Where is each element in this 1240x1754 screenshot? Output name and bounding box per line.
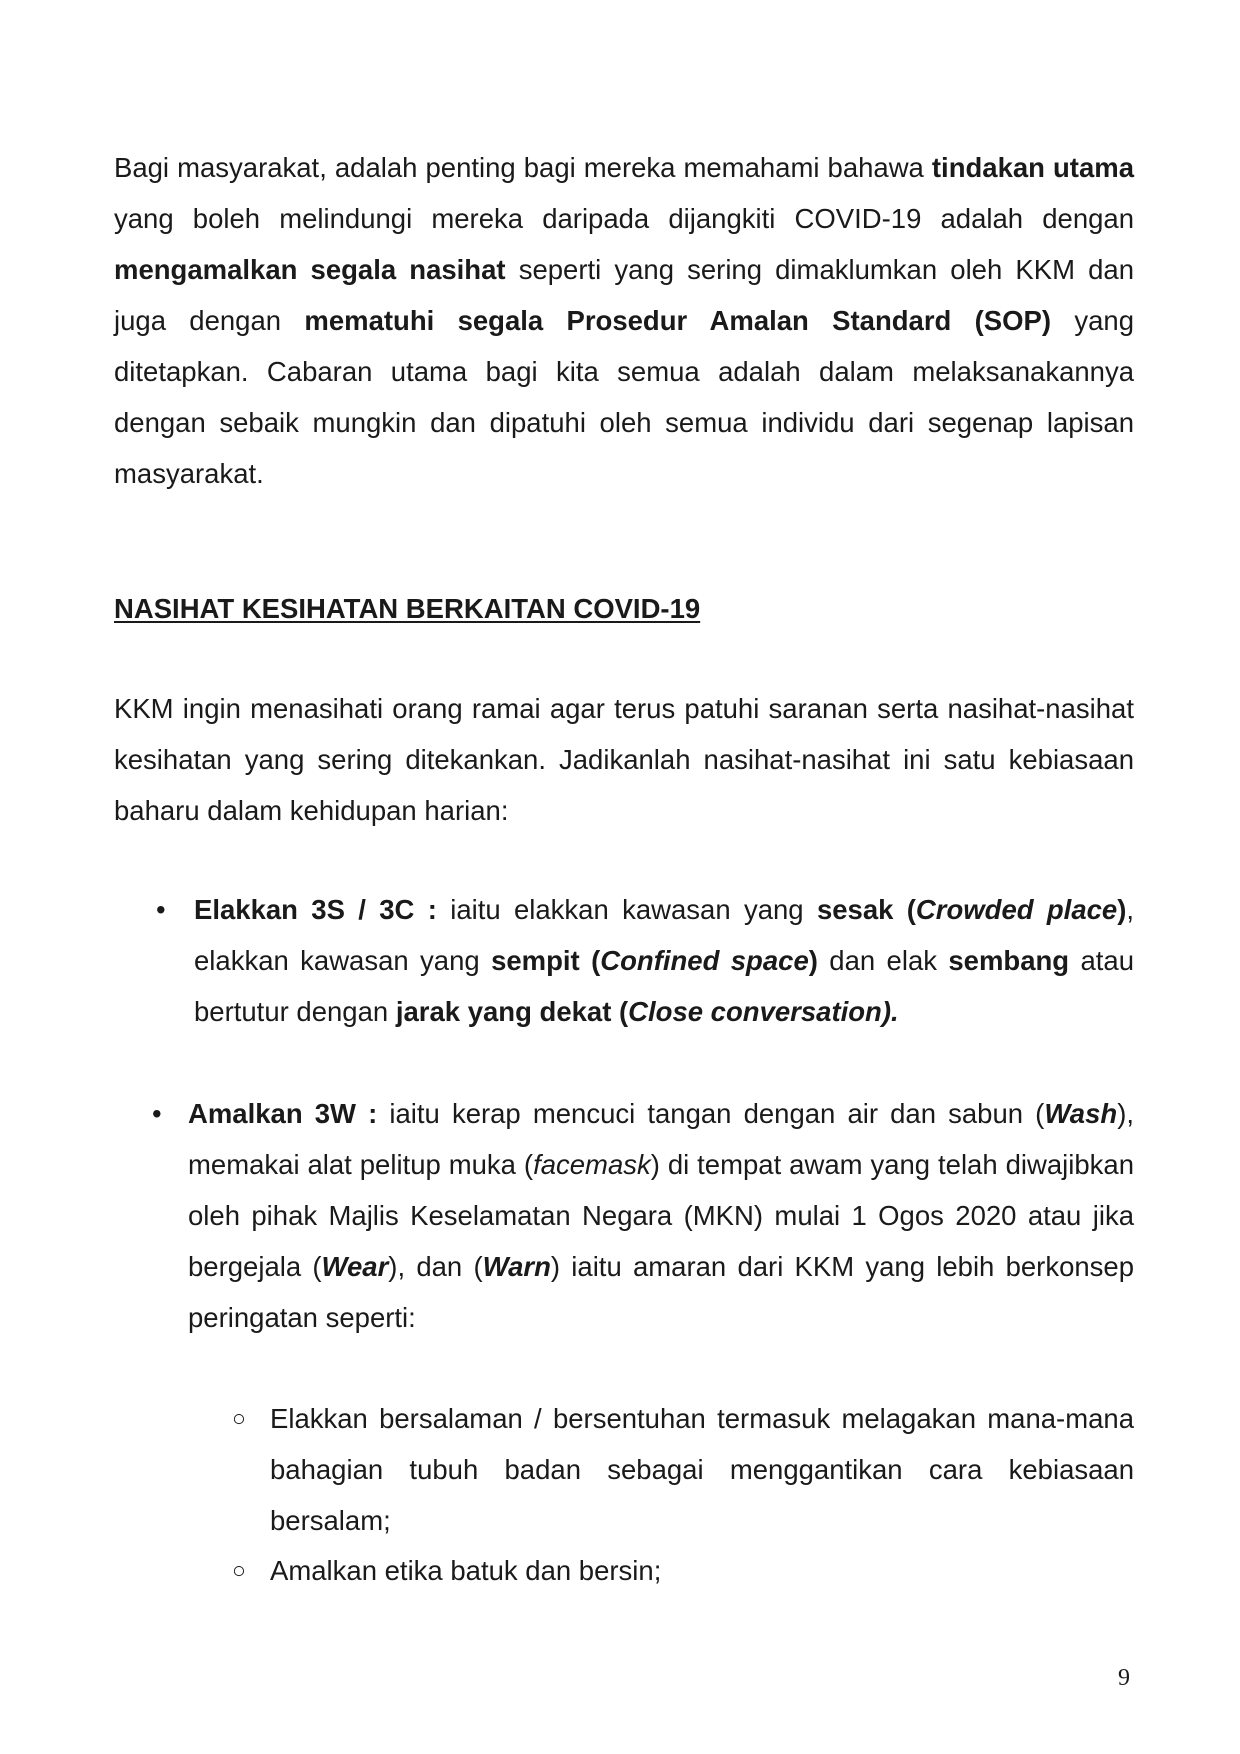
subbullet-item-etika-batuk: Amalkan etika batuk dan bersin;: [270, 1555, 662, 1586]
intro-text-3: seperti yang sering dimaklumkan oleh KKM dan juga dengan: [114, 254, 1134, 336]
section-heading: NASIHAT KESIHATAN BERKAITAN COVID-19: [114, 593, 701, 624]
intro-bold-mengamalkan: mengamalkan segala nasihat: [114, 254, 506, 285]
bullet2-text-1: iaitu kerap mencuci tangan dengan air dan sabun (: [377, 1098, 1045, 1129]
intro-text-4: yang ditetapkan. Cabaran utama bagi kita semua adalah dalam melaksanakannya dengan sebaik mungkin dan dipatuhi oleh semua individu dari segenap lapisan masyarakat.: [114, 305, 1134, 489]
subbullet-item-bersalaman: Elakkan bersalaman / bersentuhan termasuk melagakan mana-mana bahagian tubuh badan sebagai menggantikan cara kebiasaan bersalam;: [270, 1403, 1134, 1536]
bullet-marker-1: •: [156, 894, 166, 925]
bullet1-bold-title: Elakkan 3S / 3C :: [194, 894, 437, 925]
bullet1-italic-close-conversation: Close conversation).: [628, 996, 899, 1027]
bullet1-text-2: , elakkan kawasan yang: [194, 894, 1135, 976]
subbullet-marker-2: ○: [232, 1557, 246, 1583]
bullet-item-3w: [188, 1088, 1134, 1343]
bullet1-italic-crowded: Crowded place: [915, 894, 1118, 925]
bullet2-text-4: ), dan (: [388, 1251, 483, 1282]
bullet2-italic-wash: Wash: [1044, 1098, 1118, 1129]
intro-text-1: Bagi masyarakat, adalah penting bagi mereka memahami bahawa: [114, 152, 932, 183]
subbullet-marker-1: ○: [232, 1405, 246, 1431]
bullet2-text-3: ) di tempat awam yang telah diwajibkan oleh pihak Majlis Keselamatan Negara (MKN) mulai 1 Ogos 2020 atau jika bergejala (: [188, 1149, 1134, 1282]
bullet1-bold-sempit: sempit (: [491, 945, 601, 976]
bullet1-bold-sesak: sesak (: [816, 894, 916, 925]
bullet-marker-2: •: [152, 1098, 162, 1129]
bullet-item-3s3c: [194, 884, 1134, 1037]
bullet2-bold-title: Amalkan 3W :: [188, 1098, 378, 1129]
bullet1-text-3: dan elak: [817, 945, 949, 976]
intro-bold-tindakan-utama: tindakan utama: [931, 152, 1134, 183]
intro-paragraph: [114, 142, 1134, 499]
intro-text-2: yang boleh melindungi mereka daripada dijangkiti COVID-19 adalah dengan: [114, 203, 1134, 234]
bullet1-text-4: atau bertutur dengan: [194, 945, 1135, 1027]
page-number: 9: [1118, 1665, 1130, 1691]
intro-bold-sop: mematuhi segala Prosedur Amalan Standard (SOP): [304, 305, 1052, 336]
bullet1-bold-close-paren-1: ): [1117, 894, 1127, 925]
bullet1-bold-close-paren-2: ): [808, 945, 818, 976]
bullet1-bold-sembang: sembang: [948, 945, 1070, 976]
bullet2-text-5: ) iaitu amaran dari KKM yang lebih berkonsep peringatan seperti:: [188, 1251, 1135, 1333]
bullet2-italic-facemask: facemask: [533, 1149, 651, 1180]
bullet1-bold-jarak: jarak yang dekat (: [395, 996, 629, 1027]
bullet1-italic-confined: Confined space: [600, 945, 809, 976]
advice-paragraph: KKM ingin menasihati orang ramai agar terus patuhi saranan serta nasihat-nasihat kesihatan yang sering ditekankan. Jadikanlah nasihat-nasihat ini satu kebiasaan baharu dalam kehidupan harian:: [114, 693, 1134, 826]
bullet1-text-1: iaitu elakkan kawasan yang: [436, 894, 817, 925]
bullet2-italic-warn: Warn: [482, 1251, 551, 1282]
bullet2-text-2: ), memakai alat pelitup muka (: [188, 1098, 1134, 1180]
bullet2-italic-wear: Wear: [321, 1251, 389, 1282]
